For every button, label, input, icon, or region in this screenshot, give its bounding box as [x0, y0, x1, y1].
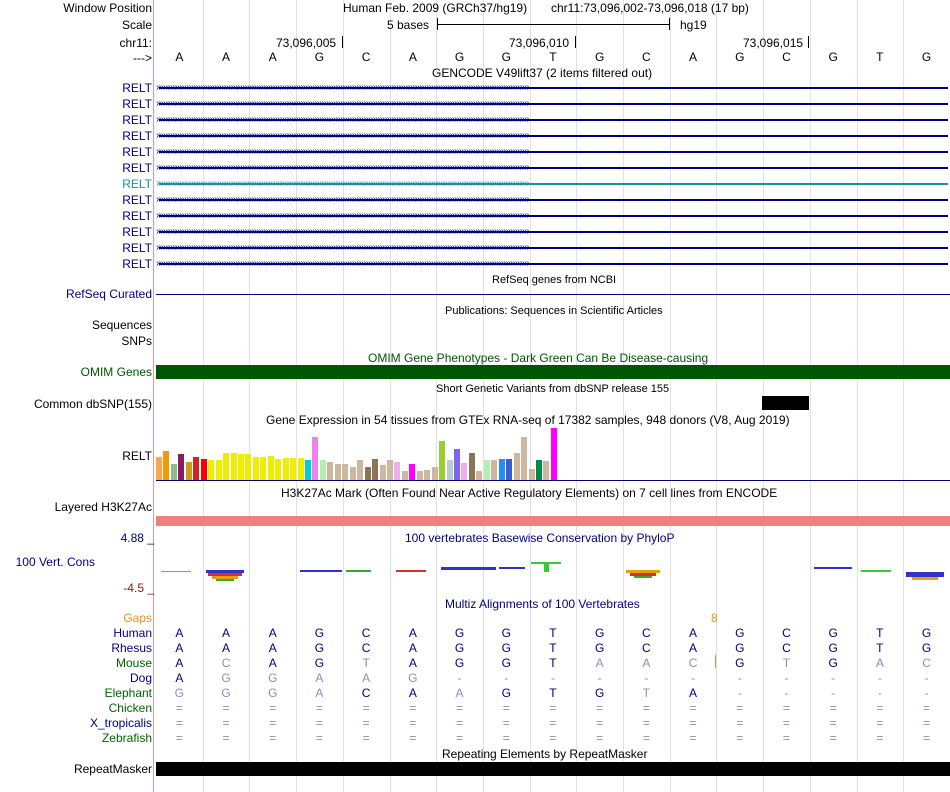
- alignment-base: =: [876, 731, 884, 745]
- alignment-base: -: [877, 671, 882, 685]
- alignment-base: G: [828, 656, 838, 670]
- alignment-base: =: [502, 731, 510, 745]
- alignment-base: -: [831, 686, 836, 700]
- gencode-transcript-label[interactable]: RELT: [122, 129, 152, 143]
- gtex-track-title: Gene Expression in 54 tissues from GTEx RNA-seq of 17382 samples, 948 donors (V8, Aug 2019): [266, 413, 790, 427]
- alignment-base: =: [362, 701, 370, 715]
- alignment-base: G: [735, 641, 745, 655]
- gencode-transcript-label[interactable]: RELT: [122, 177, 152, 191]
- strand-chevrons: ››››››››››››››››››››››››››››››››››››››››››››››››››››››››››››››››››››››››››››››››››››››››››››››››››››››››››››››››››››››››››››››››››››››››››››››››››››››››››››››››: [156, 147, 529, 157]
- h3k27ac-label[interactable]: Layered H3K27Ac: [54, 500, 152, 514]
- snps-label[interactable]: SNPs: [121, 334, 152, 348]
- alignment-base: A: [642, 656, 651, 670]
- alignment-base: =: [549, 716, 557, 730]
- alignment-base: -: [737, 671, 742, 685]
- base: C: [642, 50, 651, 64]
- alignment-base: A: [408, 641, 417, 655]
- gtex-bar[interactable]: [327, 462, 333, 480]
- gencode-transcript-label[interactable]: RELT: [122, 225, 152, 239]
- ruler-tick-label: 73,096,015: [743, 36, 804, 50]
- strand-chevrons: ››››››››››››››››››››››››››››››››››››››››››››››››››››››››››››››››››››››››››››››››››››››››››››››››››››››››››››››››››››››››››››››››››››››››››››››››››››››››››››››››: [156, 195, 529, 205]
- alignment-base: G: [501, 626, 511, 640]
- phylop-logo[interactable]: [156, 556, 950, 590]
- gtex-bar[interactable]: [521, 437, 527, 480]
- snp-feature[interactable]: [762, 396, 809, 410]
- alignment-base: G: [268, 671, 278, 685]
- gtex-bar[interactable]: [409, 464, 415, 480]
- gtex-bar[interactable]: [298, 458, 304, 480]
- alignment-base: A: [689, 686, 698, 700]
- gtex-bar[interactable]: [499, 459, 505, 480]
- alignment-base: =: [596, 716, 604, 730]
- alignment-base: =: [642, 701, 650, 715]
- phylop-max-label: 4.88 _: [120, 531, 154, 545]
- alignment-base: T: [549, 626, 557, 640]
- gtex-bar[interactable]: [387, 460, 393, 480]
- alignment-base: A: [268, 656, 277, 670]
- alignment-base: G: [221, 686, 231, 700]
- alignment-base: G: [454, 641, 465, 655]
- base: A: [408, 50, 417, 64]
- alignment-base: G: [921, 626, 932, 640]
- alignment-base: =: [829, 716, 837, 730]
- window-position-label: Window Position: [63, 1, 152, 15]
- strand-chevrons: ››››››››››››››››››››››››››››››››››››››››››››››››››››››››››››››››››››››››››››››››››››››››››››››››››››››››››››››››››››››››››››››››››››››››››››››››››››››››››››››››: [156, 179, 529, 189]
- base: A: [268, 50, 277, 64]
- alignment-base: =: [876, 701, 884, 715]
- gtex-bar[interactable]: [186, 462, 192, 480]
- repeatmasker-feature[interactable]: [156, 762, 950, 776]
- track-divider: [153, 0, 154, 792]
- alignment-base: C: [361, 686, 371, 700]
- gtex-bar[interactable]: [529, 469, 535, 480]
- gtex-bar[interactable]: [551, 428, 557, 480]
- base: G: [501, 50, 511, 64]
- gaps-label: Gaps: [123, 611, 152, 625]
- alignment-base: =: [923, 701, 931, 715]
- gtex-bar[interactable]: [454, 449, 460, 480]
- gtex-bar[interactable]: [536, 460, 542, 480]
- strand-chevrons: ››››››››››››››››››››››››››››››››››››››››››››››››››››››››››››››››››››››››››››››››››››››››››››››››››››››››››››››››››››››››››››››››››››››››››››››››››››››››››››››››: [156, 131, 529, 141]
- alignment-base: T: [642, 686, 651, 700]
- alignment-base: =: [269, 701, 277, 715]
- strand-chevrons: ››››››››››››››››››››››››››››››››››››››››››››››››››››››››››››››››››››››››››››››››››››››››››››››››››››››››››››››››››››››››››››››››››››››››››››››››››››››››››››››››: [156, 83, 529, 93]
- gtex-bar[interactable]: [335, 464, 341, 480]
- alignment-base: =: [315, 701, 323, 715]
- alignment-base: A: [175, 671, 184, 685]
- gtex-bar[interactable]: [253, 457, 259, 480]
- omim-feature[interactable]: [156, 365, 950, 379]
- base: G: [594, 50, 605, 64]
- repeatmasker-label[interactable]: RepeatMasker: [73, 762, 152, 776]
- gtex-bar[interactable]: [543, 461, 549, 480]
- gtex-bar[interactable]: [320, 460, 326, 480]
- alignment-base: G: [828, 641, 838, 655]
- refseq-label[interactable]: RefSeq Curated: [65, 287, 152, 301]
- scale-db: hg19: [680, 18, 707, 32]
- alignment-base: A: [268, 626, 277, 640]
- alignment-base: A: [315, 671, 324, 685]
- gtex-bar[interactable]: [372, 459, 378, 480]
- alignment-base: G: [501, 641, 511, 655]
- gtex-bar[interactable]: [476, 471, 482, 480]
- alignment-base: C: [221, 656, 231, 670]
- alignment-base: -: [784, 686, 789, 700]
- alignment-base: A: [689, 626, 698, 640]
- alignment-base: A: [408, 686, 417, 700]
- alignment-base: G: [501, 656, 511, 670]
- gtex-bar[interactable]: [260, 457, 266, 480]
- alignment-base: T: [549, 641, 557, 655]
- chr-label: chr11:: [119, 36, 152, 50]
- gtex-bar[interactable]: [514, 453, 520, 480]
- alignment-base: -: [644, 671, 649, 685]
- gtex-bar[interactable]: [275, 459, 281, 480]
- alignment-base: =: [782, 701, 790, 715]
- base: A: [175, 50, 184, 64]
- h3k27ac-signal[interactable]: [156, 516, 950, 526]
- alignment-base: A: [315, 686, 324, 700]
- gtex-bar[interactable]: [417, 471, 423, 480]
- phylop-label[interactable]: 100 Vert. Cons: [15, 555, 95, 569]
- repeatmasker-track-title: Repeating Elements by RepeatMasker: [442, 747, 648, 761]
- gtex-bar[interactable]: [350, 467, 356, 480]
- gtex-bar[interactable]: [461, 463, 467, 480]
- alignment-base: G: [828, 626, 838, 640]
- alignment-base: =: [736, 731, 744, 745]
- alignment-base: T: [549, 686, 557, 700]
- base: T: [549, 50, 557, 64]
- alignment-base: =: [642, 716, 650, 730]
- alignment-base: =: [362, 716, 370, 730]
- alignment-base: =: [269, 731, 277, 745]
- gtex-bar[interactable]: [268, 456, 274, 480]
- gencode-transcript-label[interactable]: RELT: [122, 257, 152, 271]
- alignment-base: =: [829, 701, 837, 715]
- base: A: [222, 50, 231, 64]
- alignment-base: G: [594, 641, 605, 655]
- alignment-base: -: [831, 671, 836, 685]
- gap-count: 8: [711, 611, 718, 625]
- gtex-bar[interactable]: [290, 458, 296, 480]
- base: A: [689, 50, 698, 64]
- alignment-base: T: [876, 626, 884, 640]
- alignment-base: G: [314, 626, 325, 640]
- alignment-base: G: [594, 686, 605, 700]
- alignment-base: -: [597, 671, 602, 685]
- strand-chevrons: ››››››››››››››››››››››››››››››››››››››››››››››››››››››››››››››››››››››››››››››››››››››››››››››››››››››››››››››››››››››››››››››››››››››››››››››››››››››››››››››››: [156, 211, 529, 221]
- alignment-base: =: [362, 731, 370, 745]
- position-readout: chr11:73,096,002-73,096,018 (17 bp): [551, 1, 749, 15]
- base: C: [782, 50, 791, 64]
- alignment-base: T: [362, 656, 370, 670]
- dbsnp-label[interactable]: Common dbSNP(155): [33, 397, 152, 411]
- alignment-base: =: [175, 701, 183, 715]
- alignment-base: =: [175, 731, 183, 745]
- refseq-track-title: RefSeq genes from NCBI: [492, 274, 617, 286]
- alignment-base: =: [175, 716, 183, 730]
- alignment-base: A: [222, 626, 231, 640]
- gtex-bar[interactable]: [380, 465, 386, 480]
- alignment-base: G: [174, 686, 185, 700]
- ruler-tick: [575, 36, 576, 48]
- alignment-base: -: [550, 671, 555, 685]
- scale-bar-right-cap: [669, 18, 670, 30]
- gtex-bar[interactable]: [208, 460, 214, 480]
- species-label[interactable]: Zebrafish: [101, 731, 152, 745]
- h3k27ac-track-title: H3K27Ac Mark (Often Found Near Active Regulatory Elements) on 7 cell lines from ENCODE: [281, 486, 778, 500]
- alignment-base: G: [921, 641, 932, 655]
- strand-chevrons: ››››››››››››››››››››››››››››››››››››››››››››››››››››››››››››››››››››››››››››››››››››››››››››››››››››››››››››››››››››››››››››››››››››››››››››››››››››››››››››››››: [156, 115, 529, 125]
- alignment-base: =: [689, 716, 697, 730]
- gtex-bar[interactable]: [447, 460, 453, 480]
- gtex-bar[interactable]: [484, 460, 490, 480]
- alignment-base: =: [409, 731, 417, 745]
- alignment-base: -: [737, 686, 742, 700]
- alignment-base: =: [736, 701, 744, 715]
- alignment-base: A: [689, 641, 698, 655]
- alignment-base: G: [594, 626, 605, 640]
- alignment-base: C: [782, 626, 791, 640]
- alignment-base: =: [269, 716, 277, 730]
- gtex-bar[interactable]: [402, 471, 408, 480]
- gtex-bar[interactable]: [394, 462, 400, 480]
- alignment-base: A: [408, 656, 417, 670]
- phylop-min-label: -4.5 _: [123, 581, 154, 595]
- ruler-tick: [808, 36, 809, 48]
- alignment-base: -: [504, 671, 509, 685]
- alignment-base: G: [454, 626, 465, 640]
- strand-chevrons: ››››››››››››››››››››››››››››››››››››››››››››››››››››››››››››››››››››››››››››››››››››››››››››››››››››››››››››››››››››››››››››››››››››››››››››››››››››››››››››››››: [156, 259, 529, 269]
- ruler-tick-label: 73,096,005: [276, 36, 337, 50]
- gencode-transcript-label[interactable]: RELT: [122, 209, 152, 223]
- gtex-bar[interactable]: [305, 460, 311, 480]
- gtex-bar[interactable]: [245, 454, 251, 480]
- gtex-bar[interactable]: [491, 460, 497, 480]
- alignment-base: =: [923, 716, 931, 730]
- alignment-base: G: [454, 656, 465, 670]
- alignment-base: -: [691, 671, 696, 685]
- alignment-base: C: [642, 626, 651, 640]
- alignment-base: G: [735, 626, 745, 640]
- scale-bar: [437, 24, 669, 25]
- strand-chevrons: ››››››››››››››››››››››››››››››››››››››››››››››››››››››››››››››››››››››››››››››››››››››››››››››››››››››››››››››››››››››››››››››››››››››››››››››››››››››››››››››››: [156, 227, 529, 237]
- alignment-base: =: [315, 731, 323, 745]
- alignment-base: =: [782, 716, 790, 730]
- multiz-track-title: Multiz Alignments of 100 Vertebrates: [445, 597, 640, 611]
- refseq-gene-line[interactable]: [156, 294, 950, 295]
- alignment-base: T: [549, 656, 557, 670]
- gencode-transcript-label[interactable]: RELT: [122, 241, 152, 255]
- gtex-bar[interactable]: [163, 451, 169, 480]
- alignment-base: =: [456, 716, 464, 730]
- gencode-transcript-label[interactable]: RELT: [122, 193, 152, 207]
- alignment-base: =: [596, 701, 604, 715]
- alignment-base: T: [782, 656, 791, 670]
- alignment-base: A: [875, 656, 884, 670]
- alignment-base: G: [314, 656, 325, 670]
- alignment-base: A: [408, 626, 417, 640]
- ruler-tick: [342, 36, 343, 48]
- strand-chevrons: ››››››››››››››››››››››››››››››››››››››››››››››››››››››››››››››››››››››››››››››››››››››››››››››››››››››››››››››››››››››››››››››››››››››››››››››››››››››››››››››››: [156, 163, 529, 173]
- gtex-baseline: [156, 480, 950, 481]
- alignment-base: =: [782, 731, 790, 745]
- species-label[interactable]: Mouse: [115, 656, 152, 670]
- alignment-base: -: [457, 671, 462, 685]
- alignment-base: C: [642, 641, 651, 655]
- alignment-base: C: [782, 641, 791, 655]
- alignment-base: =: [409, 716, 417, 730]
- alignment-base: =: [642, 731, 650, 745]
- omim-track-title: OMIM Gene Phenotypes - Dark Green Can Be Disease-causing: [368, 351, 709, 365]
- alignment-base: =: [315, 716, 323, 730]
- alignment-base: A: [175, 626, 184, 640]
- alignment-base: =: [456, 731, 464, 745]
- gtex-bar[interactable]: [223, 453, 229, 480]
- strand-chevrons: ››››››››››››››››››››››››››››››››››››››››››››››››››››››››››››››››››››››››››››››››››››››››››››››››››››››››››››››››››››››››››››››››››››››››››››››››››››››››››››››››: [156, 243, 529, 253]
- alignment-base: G: [314, 641, 325, 655]
- gtex-bar[interactable]: [424, 470, 430, 480]
- alignment-base: G: [501, 686, 511, 700]
- gtex-bar[interactable]: [439, 441, 445, 480]
- gtex-bar[interactable]: [171, 464, 177, 480]
- alignment-base: A: [175, 656, 184, 670]
- gtex-bar[interactable]: [506, 459, 512, 480]
- sequences-label[interactable]: Sequences: [91, 318, 152, 332]
- gtex-bar[interactable]: [469, 453, 475, 480]
- species-label[interactable]: Chicken: [108, 701, 152, 715]
- alignment-base: =: [923, 731, 931, 745]
- gtex-bar[interactable]: [238, 454, 244, 480]
- dbsnp-track-title: Short Genetic Variants from dbSNP release 155: [436, 383, 670, 395]
- base: G: [921, 50, 932, 64]
- alignment-base: =: [736, 716, 744, 730]
- omim-label[interactable]: OMIM Genes: [80, 365, 152, 379]
- base: G: [314, 50, 325, 64]
- alignment-base: G: [408, 671, 418, 685]
- alignment-base: =: [222, 716, 230, 730]
- gtex-bar[interactable]: [357, 460, 363, 480]
- gtex-bar[interactable]: [201, 459, 207, 480]
- alignment-base: A: [268, 641, 277, 655]
- alignment-base: -: [877, 686, 882, 700]
- species-label[interactable]: X_tropicalis: [89, 716, 152, 730]
- assembly-title: Human Feb. 2009 (GRCh37/hg19): [343, 1, 528, 15]
- gtex-bar[interactable]: [283, 458, 289, 480]
- alignment-base: A: [362, 671, 371, 685]
- phylop-track-title: 100 vertebrates Basewise Conservation by PhyloP: [405, 531, 675, 545]
- base: T: [876, 50, 884, 64]
- alignment-base: =: [596, 731, 604, 745]
- ruler-tick-label: 73,096,010: [509, 36, 570, 50]
- insertion-marker: [715, 655, 716, 668]
- alignment-base: G: [268, 686, 278, 700]
- alignment-base: C: [361, 641, 371, 655]
- gencode-transcript-label[interactable]: RELT: [122, 145, 152, 159]
- species-label[interactable]: Dog: [129, 671, 152, 685]
- alignment-base: =: [502, 716, 510, 730]
- base: G: [828, 50, 838, 64]
- base: G: [454, 50, 465, 64]
- alignment-base: =: [549, 731, 557, 745]
- alignment-base: =: [502, 701, 510, 715]
- alignment-base: A: [455, 686, 464, 700]
- alignment-base: =: [829, 731, 837, 745]
- alignment-base: -: [784, 671, 789, 685]
- alignment-base: =: [222, 701, 230, 715]
- base: C: [361, 50, 371, 64]
- gtex-bar[interactable]: [216, 460, 222, 480]
- publications-track-title: Publications: Sequences in Scientific Articles: [445, 305, 663, 317]
- alignment-base: -: [924, 671, 929, 685]
- alignment-base: =: [222, 731, 230, 745]
- scale-label: Scale: [121, 18, 152, 32]
- gtex-bar[interactable]: [312, 437, 318, 480]
- alignment-base: =: [549, 701, 557, 715]
- strand-chevrons: ››››››››››››››››››››››››››››››››››››››››››››››››››››››››››››››››››››››››››››››››››››››››››››››››››››››››››››››››››››››››››››››››››››››››››››››››››››››››››››››››: [156, 99, 529, 109]
- alignment-base: T: [876, 641, 884, 655]
- species-label[interactable]: Elephant: [104, 686, 152, 700]
- base: G: [735, 50, 745, 64]
- gencode-transcript-label[interactable]: RELT: [122, 161, 152, 175]
- species-label[interactable]: Rhesus: [111, 641, 152, 655]
- alignment-base: =: [409, 701, 417, 715]
- gencode-track-title: GENCODE V49lift37 (2 items filtered out): [432, 66, 653, 80]
- alignment-base: =: [876, 716, 884, 730]
- gtex-bar[interactable]: [156, 457, 162, 480]
- alignment-base: C: [361, 626, 371, 640]
- species-label[interactable]: Human: [113, 626, 152, 640]
- gtex-bar[interactable]: [432, 467, 438, 480]
- alignment-base: A: [175, 641, 184, 655]
- gencode-transcript-label[interactable]: RELT: [122, 81, 152, 95]
- alignment-base: C: [688, 656, 698, 670]
- alignment-base: =: [689, 731, 697, 745]
- gtex-bar[interactable]: [342, 464, 348, 480]
- gtex-label[interactable]: RELT: [122, 449, 152, 463]
- gtex-bar[interactable]: [178, 454, 184, 480]
- alignment-base: =: [689, 701, 697, 715]
- alignment-base: =: [456, 701, 464, 715]
- gtex-bar[interactable]: [193, 457, 199, 480]
- strand-arrow-label: --->: [133, 51, 152, 65]
- gtex-bar[interactable]: [365, 467, 371, 480]
- alignment-base: G: [735, 656, 745, 670]
- alignment-base: C: [922, 656, 931, 670]
- gencode-transcript-label[interactable]: RELT: [122, 113, 152, 127]
- gtex-bar[interactable]: [231, 453, 237, 480]
- gencode-transcript-label[interactable]: RELT: [122, 97, 152, 111]
- scale-text: 5 bases: [387, 18, 430, 32]
- alignment-base: -: [924, 686, 929, 700]
- alignment-base: A: [222, 641, 231, 655]
- alignment-base: A: [595, 656, 604, 670]
- alignment-base: G: [221, 671, 231, 685]
